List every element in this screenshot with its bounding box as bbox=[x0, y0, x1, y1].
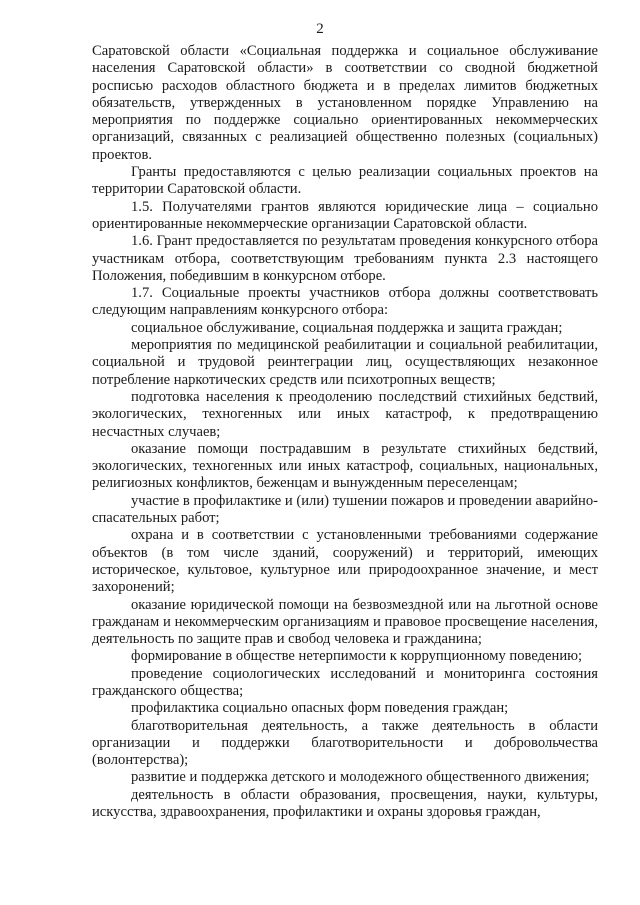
list-item-prevention: профилактика социально опасных форм поведения граждан; bbox=[131, 700, 509, 717]
paragraph-continuation: Саратовской области «Социальная поддержка и социальное обслуживание населения Саратовской области» в соответствии со сводной бюджетной росписью расходов областного бюджета и в пределах лимитов бюджетных обязательств, утвержденных в установленном порядке Управлению на мероприятия по поддержке социально ориентированных некоммерческих организаций, связанных с реализацией общественно полезных (социальных) проектов. bbox=[92, 43, 598, 163]
document-body bbox=[92, 43, 598, 821]
list-item-social-services: социальное обслуживание, социальная поддержка и защита граждан; bbox=[131, 319, 563, 336]
list-item-education-culture: деятельность в области образования, просвещения, науки, культуры, искусства, здравоохранения, профилактики и охраны здоровья граждан, bbox=[92, 786, 598, 821]
list-item-disaster-preparedness: подготовка населения к преодолению последствий стихийных бедствий, экологических, техногенных или иных катастроф, к предотвращению несчастных случаев; bbox=[92, 388, 598, 440]
paragraph-grants-purpose: Гранты предоставляются с целью реализации социальных проектов на территории Саратовской области. bbox=[92, 164, 598, 198]
paragraph-1-7: 1.7. Социальные проекты участников отбора должны соответствовать следующим направлениям конкурсного отбора: bbox=[92, 285, 598, 319]
list-item-youth-movement: развитие и поддержка детского и молодежного общественного движения; bbox=[131, 769, 590, 786]
list-item-fire-rescue: участие в профилактике и (или) тушении пожаров и проведении аварийно-спасательных работ; bbox=[92, 492, 598, 527]
list-item-legal-aid: оказание юридической помощи на безвозмездной или на льготной основе гражданам и некоммерческим организациям и правовое просвещение населения, деятельность по защите прав и свобод человека и гражданина; bbox=[92, 596, 598, 648]
list-item-medical-rehabilitation: мероприятия по медицинской реабилитации и социальной реабилитации, социальной и трудовой реинтеграции лиц, осуществляющих незаконное потребление наркотических средств или психотропных веществ; bbox=[92, 337, 598, 388]
list-item-sociological-research: проведение социологических исследований и мониторинга состояния гражданского общества; bbox=[92, 665, 598, 699]
list-item-heritage-protection: охрана и в соответствии с установленными требованиями содержание объектов (в том числе зданий, сооружений) и территорий, имеющих историческое, культовое, культурное или природоохранное значение, и мест захоронений; bbox=[92, 527, 598, 596]
paragraph-1-5: 1.5. Получателями грантов являются юридические лица – социально ориентированные некоммерческие организации Саратовской области. bbox=[92, 198, 598, 232]
list-item-charity: благотворительная деятельность, а также деятельность в области организации и поддержки благотворительности и добровольчества (волонтерства); bbox=[92, 717, 598, 769]
list-item-victim-assistance: оказание помощи пострадавшим в результате стихийных бедствий, экологических, техногенных или иных катастроф, социальных, национальных, религиозных конфликтов, беженцам и вынужденным переселенцам; bbox=[92, 440, 598, 492]
list-item-anti-corruption: формирование в обществе нетерпимости к коррупционному поведению; bbox=[131, 648, 583, 665]
page-number: 2 bbox=[316, 21, 324, 37]
paragraph-1-6: 1.6. Грант предоставляется по результатам проведения конкурсного отбора участникам отбора, соответствующим требованиям пункта 2.3 настоящего Положения, победившим в конкурсном отборе. bbox=[92, 233, 598, 284]
